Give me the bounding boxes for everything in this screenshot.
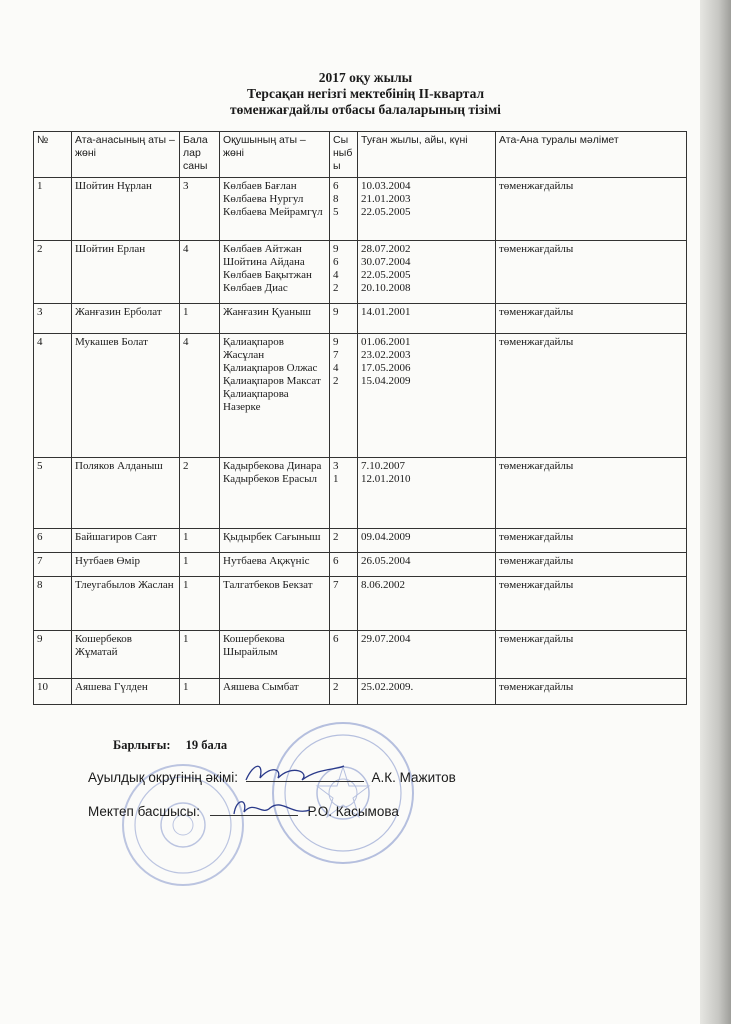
row-number: 5 [34, 457, 72, 529]
student-dob: 17.05.2006 [361, 362, 411, 375]
children-count: 1 [180, 577, 220, 631]
table-row [34, 240, 687, 303]
table-row [34, 631, 687, 679]
children-count: 4 [180, 334, 220, 458]
children-count: 2 [180, 457, 220, 529]
column-header-grade: Сы ныб ы [330, 132, 358, 178]
children-count: 1 [180, 303, 220, 333]
table-row [34, 457, 687, 529]
row-number: 8 [34, 577, 72, 631]
family-status: төменжағдайлы [496, 631, 687, 679]
parent-name: Поляков Алданыш [72, 457, 180, 529]
children-count: 1 [180, 553, 220, 577]
student-dobs [358, 529, 496, 553]
column-header-number: № [34, 132, 72, 178]
student-name: Көлбаев Бақытжан [223, 268, 312, 281]
student-dobs [358, 178, 496, 241]
table-header-row [34, 132, 687, 178]
student-names [220, 178, 330, 241]
student-names [220, 631, 330, 679]
students-table [33, 131, 687, 705]
akim-name: А.К. Мажитов [371, 770, 456, 785]
summary-value: 19 бала [185, 738, 228, 752]
table-row [34, 529, 687, 553]
column-header-dob: Туған жылы, айы, күні [358, 132, 496, 178]
student-dob: 22.05.2005 [361, 206, 411, 218]
student-names [220, 577, 330, 631]
student-grades [330, 631, 358, 679]
student-grades [330, 577, 358, 631]
student-dobs [358, 303, 496, 333]
student-name: Аяшева Сымбат [223, 680, 299, 693]
student-grade: 1 [333, 472, 339, 485]
table-row [34, 678, 687, 704]
student-grade: 6 [333, 180, 339, 192]
student-dob: 26.05.2004 [361, 555, 411, 568]
student-dob: 25.02.2009. [361, 680, 414, 693]
akim-signature-scribble [240, 758, 350, 788]
director-signature-scribble [226, 794, 316, 824]
student-name: Нутбаева Ақжүніс [223, 555, 310, 568]
student-names [220, 553, 330, 577]
student-grades [330, 457, 358, 529]
student-name: Талгатбеков Бекзат [223, 579, 313, 591]
student-dob: 7.10.2007 [361, 459, 405, 472]
official-seal-right [268, 718, 418, 868]
table-row [34, 577, 687, 631]
children-count: 4 [180, 240, 220, 303]
column-header-student: Оқушының аты – жөні [220, 132, 330, 178]
row-number: 2 [34, 240, 72, 303]
student-names [220, 457, 330, 529]
student-grade: 8 [333, 193, 339, 205]
student-name: Көлбаев Айтжан [223, 242, 302, 255]
student-grade: 2 [333, 680, 339, 693]
family-status: төменжағдайлы [496, 334, 687, 458]
column-header-parent: Ата-анасының аты –жөні [72, 132, 180, 178]
student-name: Кошербекова Шырайлым [223, 633, 285, 659]
row-number: 6 [34, 529, 72, 553]
director-title: Мектеп басшысы: [88, 804, 200, 819]
student-grade: 4 [333, 268, 339, 281]
student-name: Қалиақпаров Олжас [223, 362, 318, 375]
table-row [34, 303, 687, 333]
student-name: Қалиақпаров Жасұлан [223, 336, 284, 362]
children-count: 1 [180, 631, 220, 679]
student-grades [330, 240, 358, 303]
parent-name: Байшагиров Саят [72, 529, 180, 553]
student-dob: 14.01.2001 [361, 305, 411, 318]
student-name: Қыдырбек Сағыныш [223, 531, 321, 544]
parent-name: Нутбаев Өмір [72, 553, 180, 577]
parent-name: Шойтин Нұрлан [72, 178, 180, 241]
document-school: Терсақан негізгі мектебінің ІІ-квартал [246, 86, 485, 101]
student-grade: 4 [333, 362, 339, 375]
parent-name: Шойтин Ерлан [72, 240, 180, 303]
row-number: 10 [34, 678, 72, 704]
family-status: төменжағдайлы [496, 178, 687, 241]
row-number: 1 [34, 178, 72, 241]
parent-name: Тлеугабылов Жаслан [72, 577, 180, 631]
parent-name: Кошербеков Жұматай [72, 631, 180, 679]
summary-total [113, 738, 227, 753]
row-number: 9 [34, 631, 72, 679]
student-name: Көлбаева Мейрамгүл [223, 206, 323, 218]
student-grades [330, 303, 358, 333]
student-name: Көлбаев Диас [223, 281, 288, 294]
student-grade: 9 [333, 242, 339, 255]
student-dob: 8.06.2002 [361, 579, 405, 591]
student-dob: 09.04.2009 [361, 531, 411, 544]
student-dob: 21.01.2003 [361, 193, 411, 205]
document-title: төменжағдайлы отбасы балаларының тізімі [230, 102, 501, 117]
column-header-count: Бала лар саны [180, 132, 220, 178]
student-dobs [358, 678, 496, 704]
student-dob: 20.10.2008 [361, 281, 411, 294]
parent-name: Мукашев Болат [72, 334, 180, 458]
akim-title: Ауылдық округінің әкімі: [88, 770, 238, 785]
family-status: төменжағдайлы [496, 240, 687, 303]
student-grade: 9 [333, 305, 339, 318]
student-grade: 6 [333, 555, 339, 568]
family-status: төменжағдайлы [496, 577, 687, 631]
student-names [220, 303, 330, 333]
student-grades [330, 553, 358, 577]
student-grade: 6 [333, 255, 339, 268]
student-grade: 7 [333, 579, 339, 591]
student-dobs [358, 577, 496, 631]
student-names [220, 529, 330, 553]
student-dobs [358, 457, 496, 529]
student-grades [330, 678, 358, 704]
family-status: төменжағдайлы [496, 529, 687, 553]
student-dobs [358, 631, 496, 679]
student-grade: 2 [333, 531, 339, 544]
family-status: төменжағдайлы [496, 553, 687, 577]
student-name: Жанғазин Қуаныш [223, 305, 311, 318]
student-grades [330, 178, 358, 241]
student-dob: 28.07.2002 [361, 242, 411, 255]
student-names [220, 678, 330, 704]
row-number: 4 [34, 334, 72, 458]
student-name: Кадырбекова Динара [223, 459, 322, 472]
director-name: Р.О. Касымова [307, 804, 399, 819]
student-dob: 23.02.2003 [361, 349, 411, 362]
student-grade: 9 [333, 336, 339, 349]
student-dob: 15.04.2009 [361, 375, 411, 388]
table-row [34, 553, 687, 577]
student-dob: 12.01.2010 [361, 472, 411, 485]
student-dobs [358, 240, 496, 303]
student-dobs [358, 553, 496, 577]
student-dob: 29.07.2004 [361, 633, 411, 646]
parent-name: Жанғазин Ерболат [72, 303, 180, 333]
children-count: 1 [180, 529, 220, 553]
student-names [220, 240, 330, 303]
student-name: Көлбаев Бағлан [223, 180, 297, 192]
student-dob: 10.03.2004 [361, 180, 411, 192]
student-name: Қалиақпаров Максат [223, 375, 321, 388]
student-dob: 01.06.2001 [361, 336, 411, 349]
page-edge-shadow [700, 0, 731, 1024]
student-grade: 5 [333, 206, 339, 218]
table-row [34, 334, 687, 458]
student-name: Шойтина Айдана [223, 255, 305, 268]
student-grade: 2 [333, 281, 339, 294]
student-names [220, 334, 330, 458]
student-name: Көлбаева Нургул [223, 193, 304, 205]
parent-name: Аяшева Гүлден [72, 678, 180, 704]
family-status: төменжағдайлы [496, 457, 687, 529]
column-header-status: Ата-Ана туралы мәлімет [496, 132, 687, 178]
student-dob: 22.05.2005 [361, 268, 411, 281]
student-grades [330, 529, 358, 553]
student-grade: 6 [333, 633, 339, 646]
children-count: 1 [180, 678, 220, 704]
family-status: төменжағдайлы [496, 678, 687, 704]
summary-label: Барлығы: [113, 738, 171, 752]
document-year: 2017 оқу жылы [318, 70, 413, 85]
student-name: Кадырбеков Ерасыл [223, 472, 317, 485]
student-grade: 3 [333, 459, 339, 472]
family-status: төменжағдайлы [496, 303, 687, 333]
row-number: 7 [34, 553, 72, 577]
student-grades [330, 334, 358, 458]
student-dobs [358, 334, 496, 458]
student-grade: 7 [333, 349, 339, 362]
children-count: 3 [180, 178, 220, 241]
row-number: 3 [34, 303, 72, 333]
student-name: Қалиақпарова Назерке [223, 388, 289, 414]
student-dob: 30.07.2004 [361, 255, 411, 268]
student-grade: 2 [333, 375, 339, 388]
table-row [34, 178, 687, 241]
